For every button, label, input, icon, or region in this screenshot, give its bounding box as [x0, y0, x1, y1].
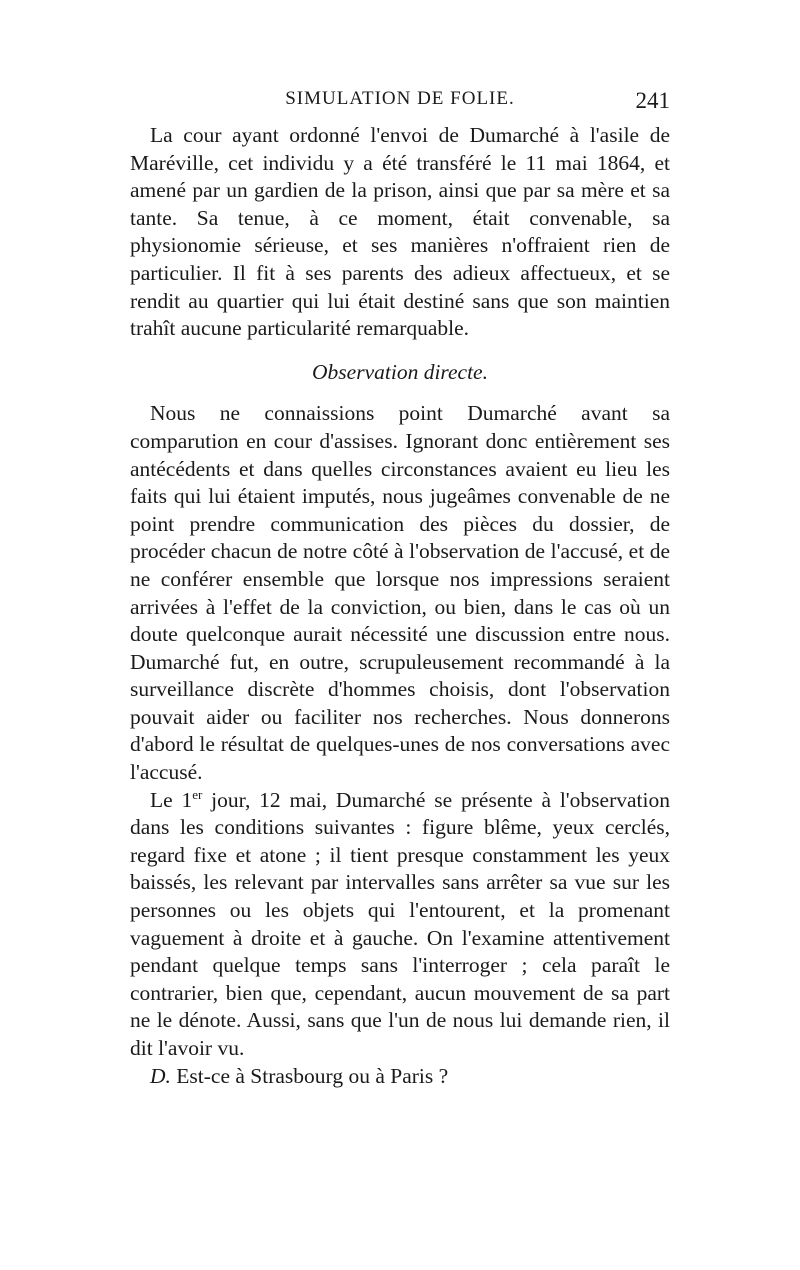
ordinal-superscript: er [192, 786, 203, 802]
dialogue-speaker: D. [150, 1063, 171, 1088]
paragraph-transfer: La cour ayant ordonné l'envoi de Dumarché à l'asile de Maréville, cet individu y a été transféré le 11 mai 1864, et amené par un gardien de la prison, ainsi que par sa mère et sa tante. Sa tenue, à ce moment, était convenable, sa physionomie sérieuse, et ses manières n'offraient rien de particulier. Il fit à ses parents des adieux affectueux, et se rendit au quartier qui lui était destiné sans que son maintien trahît aucune particularité remarquable. [130, 123, 670, 341]
running-title: SIMULATION DE FOLIE. [285, 88, 515, 109]
page-body [130, 122, 670, 1090]
page-number: 241 [635, 88, 670, 113]
dialogue-line [130, 1063, 670, 1091]
first-day-start: Le 1 [150, 787, 193, 812]
section-heading: Observation directe. [312, 359, 488, 384]
dialogue-question: Est-ce à Strasbourg ou à Paris ? [170, 1063, 449, 1088]
first-day-text: jour, 12 mai, Dumarché se présente à l'observation dans les conditions suivantes : figure blême, yeux cerclés, regard fixe et atone ; il tient presque constamment les yeux baissés, les relevant par intervalles sans arrêter sa vue sur les personnes ou les objets qui l'entourent, et la promenant vaguement à droite et à gauche. On l'examine attentivement pendant quelque temps sans l'interroger ; cela paraît le contrarier, bien que, cependant, aucun mouvement de sa part ne le dénote. Aussi, sans que l'un de nous lui demande rien, il dit l'avoir vu. [130, 787, 670, 1060]
page-header [130, 88, 670, 114]
paragraph-observation: Nous ne connaissions point Dumarché avant sa comparution en cour d'assises. Ignorant donc entièrement ses antécédents et dans quelles circonstances avaient eu lieu les faits qui lui étaient imputés, nous jugeâmes convenable de ne point prendre communication des pièces du dossier, de procéder chacun de notre côté à l'observation de l'accusé, et de ne conférer ensemble que lorsque nos impressions seraient arrivées à l'effet de la conviction, ou bien, dans le cas où un doute quelconque aurait nécessité une discussion entre nous. Dumarché fut, en outre, scrupuleusement recommandé à la surveillance discrète d'hommes choisis, dont l'observation pouvait aider ou faciliter nos recherches. Nous donnerons d'abord le résultat de quelques-unes de nos conversations avec l'accusé. [130, 401, 670, 785]
paragraph-first-day [130, 787, 670, 1063]
